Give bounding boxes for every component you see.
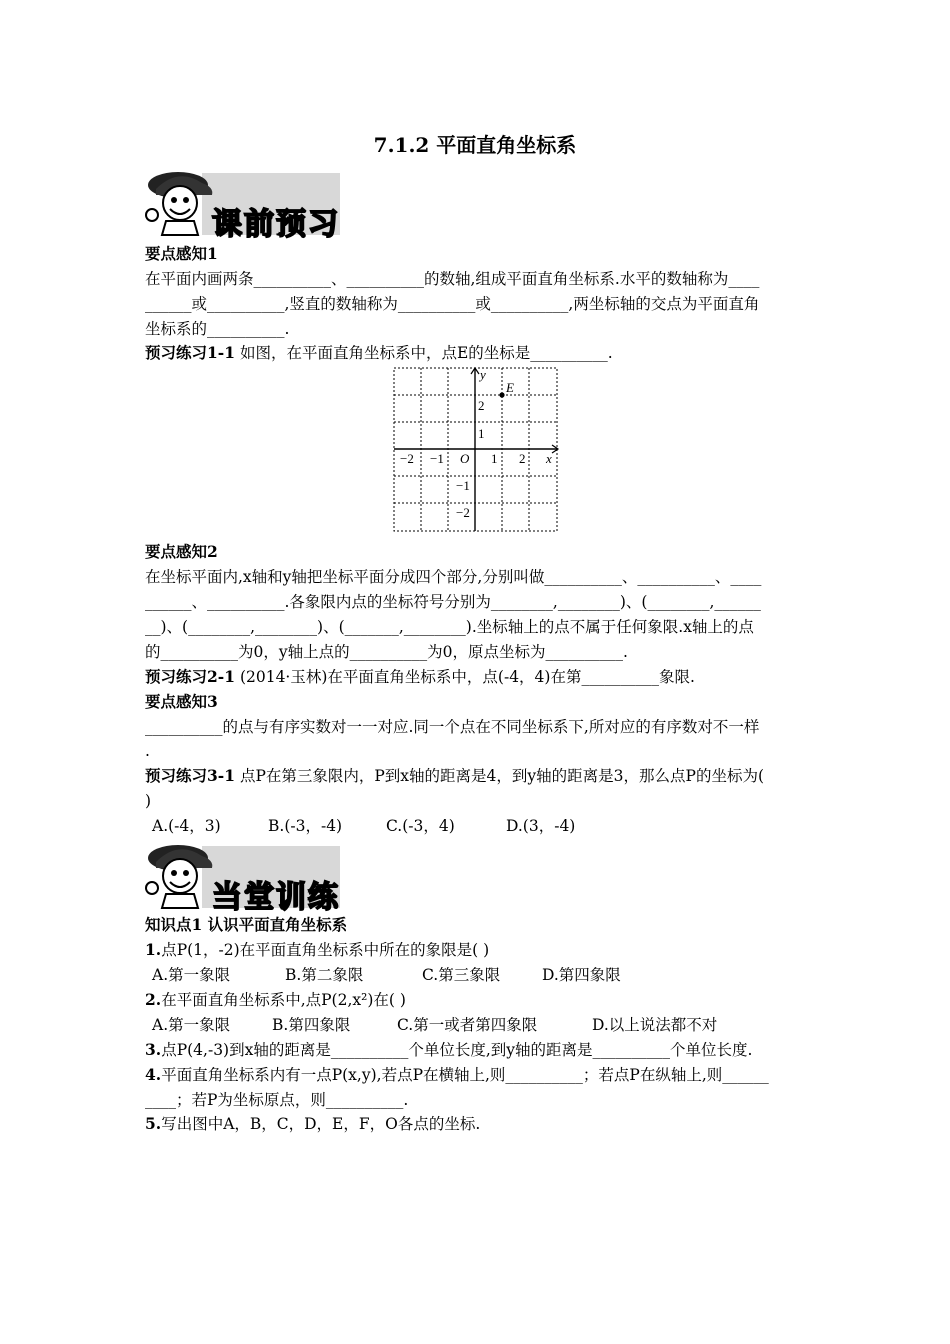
banner-preview [142,167,342,242]
y-tick-2: 2 [478,398,485,413]
q1-option-c: C.第三象限 [422,966,501,984]
q4-line2: ____；若P为坐标原点，则__________. [145,1091,409,1109]
q1-num: 1. [145,940,162,959]
k1-head: 知识点1 认识平面直角坐标系 [145,915,348,934]
s1-line3: 坐标系的__________. [145,320,290,338]
s3-line1: __________的点与有序实数对一一对应.同一个点在不同坐标系下,所对应的有序数对不一样 [145,718,760,736]
y-tick-1: 1 [478,426,485,441]
q1-option-b: B.第二象限 [285,966,364,984]
p11-text: 如图，在平面直角坐标系中，点E的坐标是__________. [235,344,613,362]
x-tick-neg1: −1 [430,451,444,466]
p31-text: 点P在第三象限内，P到x轴的距离是4，到y轴的距离是3，那么点P的坐标为( [235,767,765,785]
s3-head: 要点感知3 [145,692,218,711]
q5-line [145,1114,480,1134]
q4-num: 4. [145,1065,162,1084]
p31-option-b: B.(-3，-4) [268,817,343,835]
banner-practice [142,840,342,915]
s2-line2: ______、__________.各象限内点的坐标符号分别为________,________)、(________,______ [145,593,761,611]
q4-text: 平面直角坐标系内有一点P(x,y),若点P在横轴上,则__________；若点P在纵轴上,则______ [161,1066,769,1084]
q1-option-a: A.第一象限 [152,966,231,984]
p31-option-a: A.(-4，3) [152,817,221,835]
x-tick-neg2: −2 [400,451,414,466]
q2-line [145,990,406,1010]
y-axis-label: y [480,367,486,382]
q3-num: 3. [145,1040,162,1059]
p11-label: 预习练习1-1 [145,343,236,362]
s2-head: 要点感知2 [145,542,218,561]
p31-line2: ) [145,792,152,810]
q5-num: 5. [145,1114,162,1133]
s2-line1: 在坐标平面内,x轴和y轴把坐标平面分成四个部分,分别叫做__________、__________、____ [145,568,762,586]
q2-option-d: D.以上说法都不对 [592,1016,718,1034]
y-tick-neg2: −2 [456,505,470,520]
p21-line [145,667,695,687]
q3-text: 点P(4,-3)到x轴的距离是__________个单位长度,到y轴的距离是__________个单位长度. [161,1041,753,1059]
s1-head: 要点感知1 [145,244,218,263]
y-tick-neg1: −1 [456,478,470,493]
s3-line2: . [145,742,150,760]
p31-line [145,766,764,786]
q3-line [145,1040,752,1060]
x-tick-1: 1 [491,451,498,466]
q1-text: 点P(1，-2)在平面直角坐标系中所在的象限是( ) [161,941,490,959]
x-tick-2: 2 [519,451,526,466]
p21-label: 预习练习2-1 [145,667,236,686]
p31-label: 预习练习3-1 [145,766,236,785]
coordinate-graph [392,366,560,534]
q2-option-b: B.第四象限 [272,1016,351,1034]
point-e-label: E [506,380,514,395]
banner-preview-text: 课前预习 [212,207,340,242]
p11-line [145,343,613,363]
point-e [499,392,504,397]
s2-line3: __)、(________,________)、(_______,________).坐标轴上的点不属于任何象限.x轴上的点 [145,618,754,636]
s1-line2: ______或__________,竖直的数轴称为__________或__________,两坐标轴的交点为平面直角 [145,295,760,313]
q2-option-a: A.第一象限 [152,1016,231,1034]
page-title: 7.1.2 平面直角坐标系 [373,133,577,157]
q2-text: 在平面直角坐标系中,点P(2,x²)在( ) [161,991,406,1009]
p31-option-d: D.(3，-4) [506,817,576,835]
q1-option-d: D.第四象限 [542,966,621,984]
q1-line [145,940,489,960]
q5-text: 写出图中A，B，C，D，E，F，O各点的坐标. [161,1115,481,1133]
p31-option-c: C.(-3，4) [386,817,455,835]
q2-option-c: C.第一或者第四象限 [397,1016,538,1034]
banner-practice-text: 当堂训练 [212,880,340,915]
origin-label: O [460,451,470,466]
x-axis-label: x [546,451,552,466]
q2-num: 2. [145,990,162,1009]
q4-line [145,1065,769,1085]
p21-text: (2014·玉林)在平面直角坐标系中，点(-4，4)在第__________象限. [235,668,695,686]
s1-line1: 在平面内画两条__________、__________的数轴,组成平面直角坐标系.水平的数轴称为____ [145,270,760,288]
s2-line4: 的__________为0，y轴上点的__________为0，原点坐标为__________. [145,643,628,661]
